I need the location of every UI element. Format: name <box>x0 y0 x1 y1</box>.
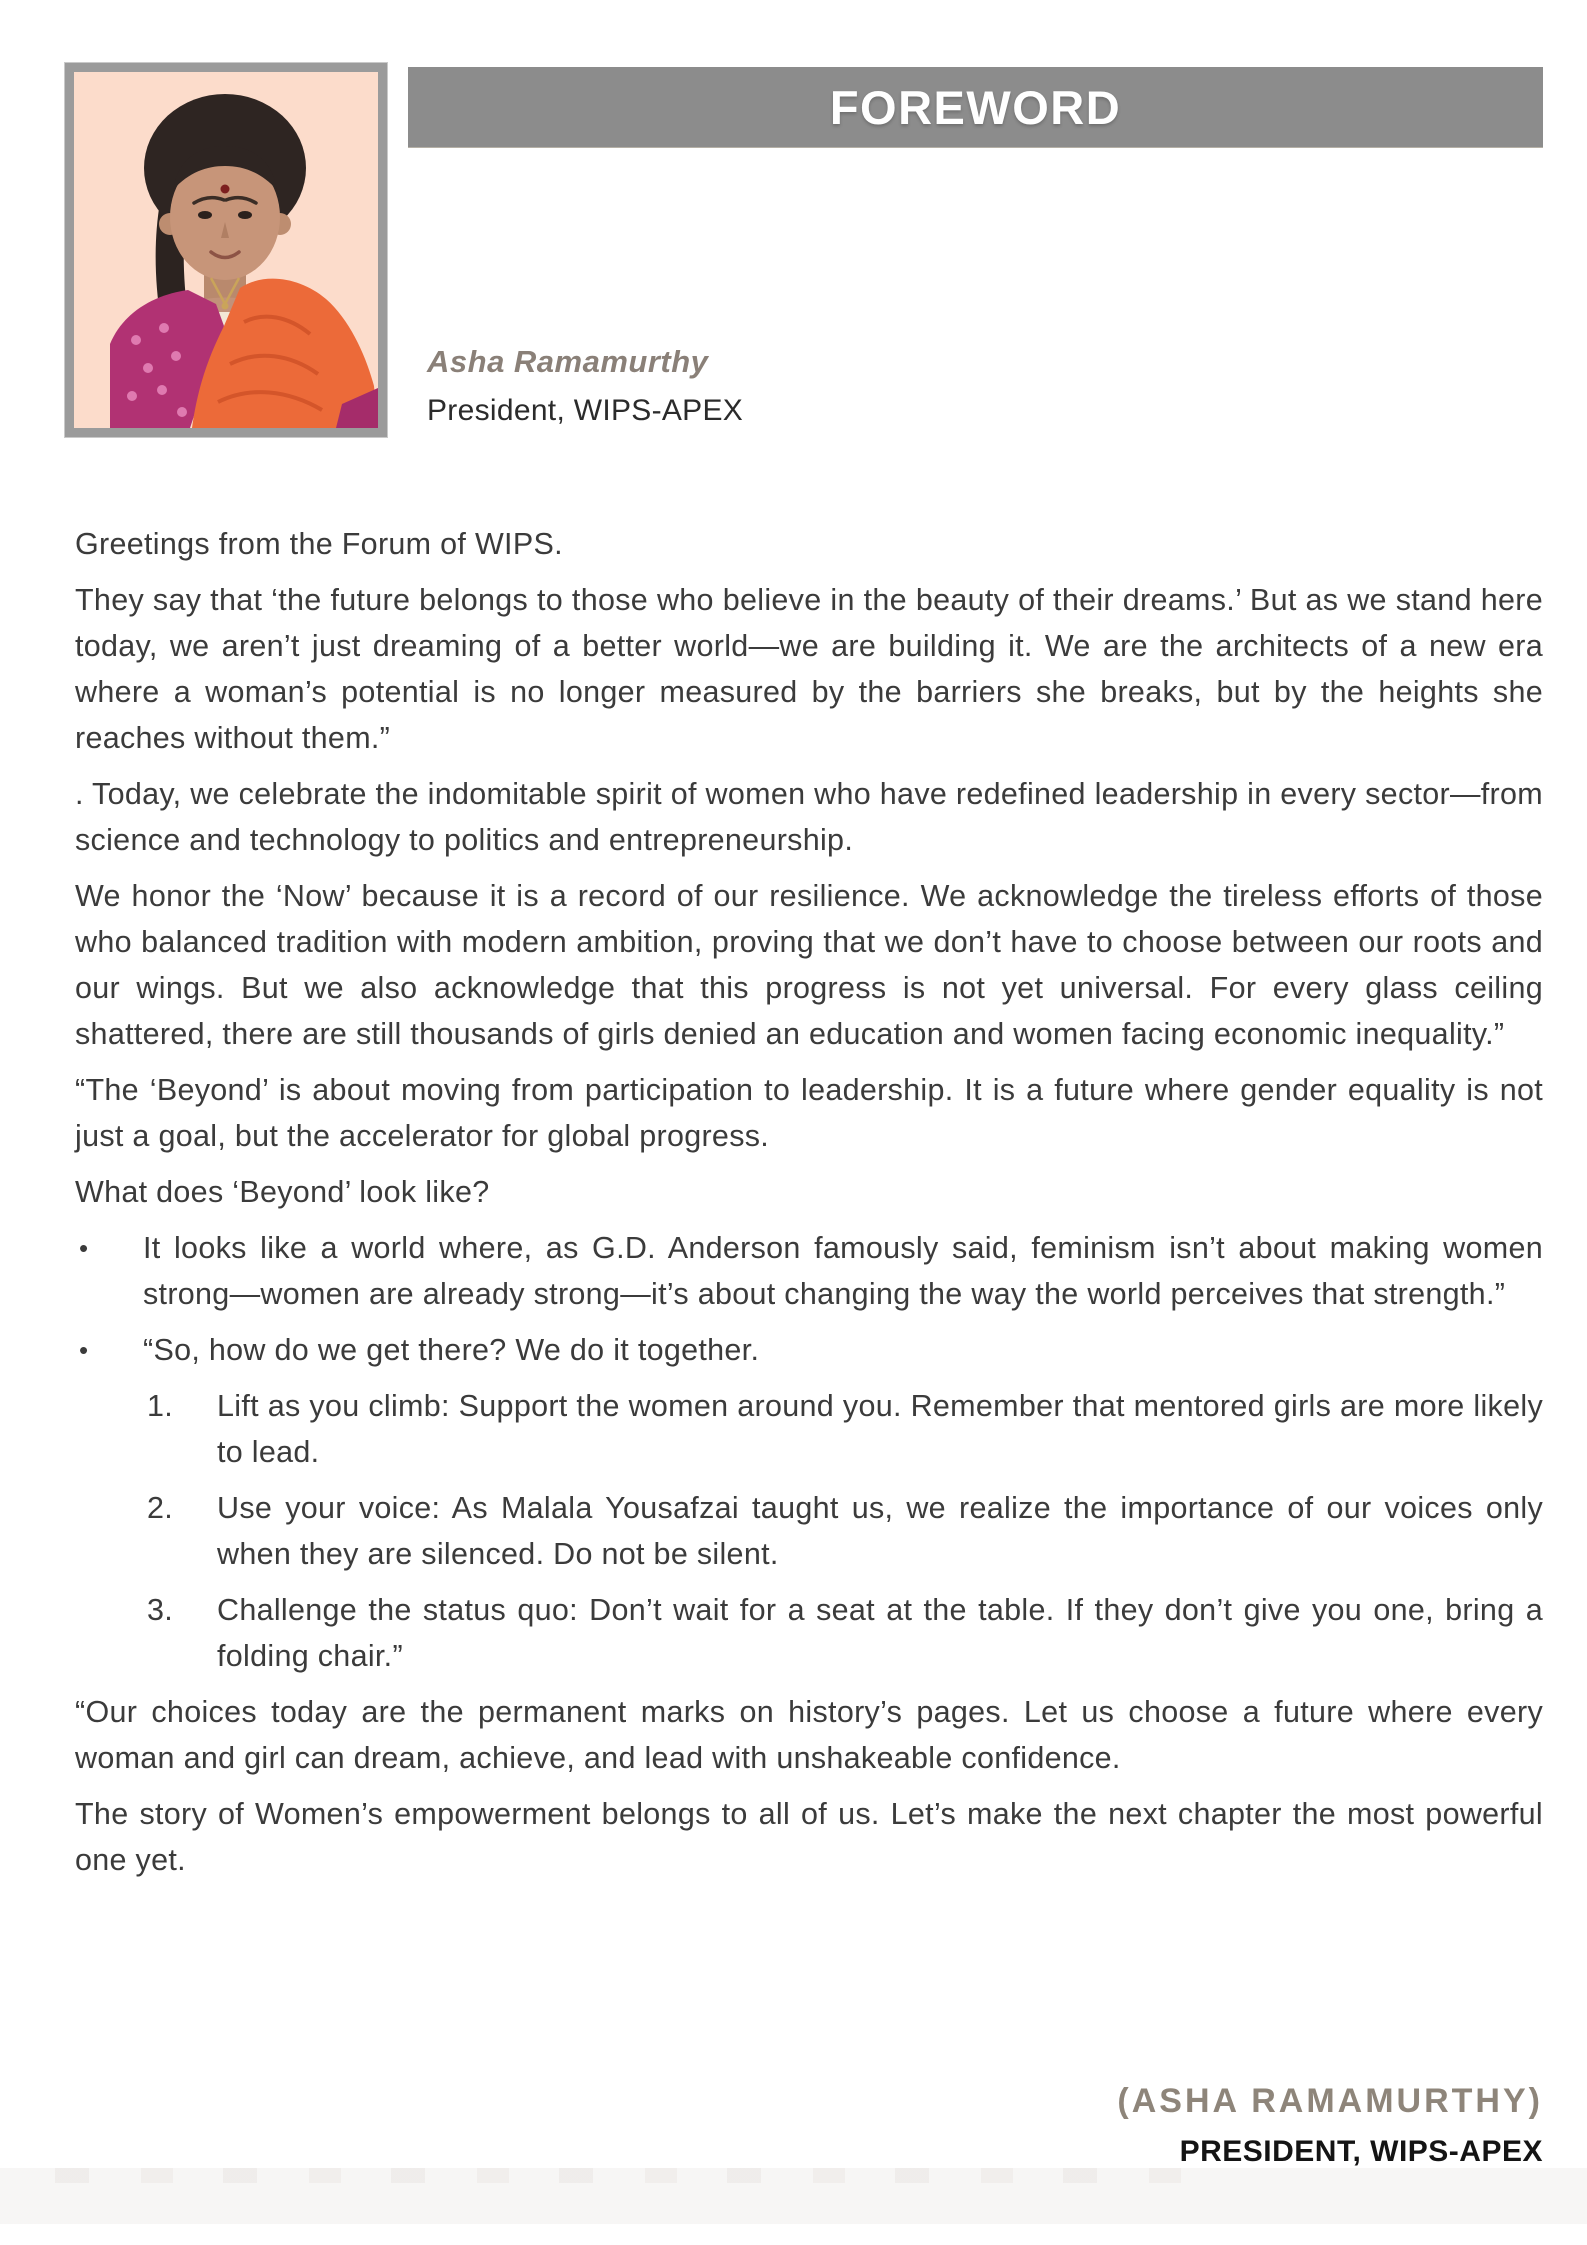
portrait-illustration <box>74 72 378 428</box>
paragraph-choices: “Our choices today are the permanent marks on history’s pages. Let us choose a future where every woman and girl can dream, achieve, and lead with unshakeable confidence. <box>75 1695 1543 1775</box>
bullet-dot: • <box>79 1233 89 1263</box>
numbered-item <box>75 1383 1543 1475</box>
footer-band <box>0 2168 1587 2224</box>
numbered-text: Lift as you climb: Support the women around you. Remember that mentored girls are more likely to lead. <box>217 1389 1543 1469</box>
author-title: President, WIPS-APEX <box>427 394 744 427</box>
bullet-item <box>75 1225 1543 1317</box>
author-photo <box>65 63 387 437</box>
signature-title: PRESIDENT, WIPS-APEX <box>1179 2135 1543 2168</box>
number-label: 1. <box>147 1389 174 1423</box>
bullet-item <box>75 1327 1543 1373</box>
numbered-text: Challenge the status quo: Don’t wait for a seat at the table. If they don’t give you one, bring a folding chair.” <box>217 1593 1543 1673</box>
numbered-item <box>75 1485 1543 1577</box>
paragraph-dreams: They say that ‘the future belongs to those who believe in the beauty of their dreams.’ But as we stand here today, we aren’t just dreaming of a better world—we are building it. We are the architects of a new era where a woman’s potential is no longer measured by the barriers she breaks, but by the heights she reaches without them.” <box>75 583 1543 755</box>
page-title: FOREWORD <box>829 80 1122 134</box>
foreword-banner <box>408 67 1543 147</box>
paragraph-question: What does ‘Beyond’ look like? <box>75 1175 490 1209</box>
foreword-body <box>75 521 1543 1893</box>
paragraph-greeting: Greetings from the Forum of WIPS. <box>75 527 563 561</box>
numbered-text: Use your voice: As Malala Yousafzai taught us, we realize the importance of our voices only when they are silenced. Do not be silent. <box>217 1491 1543 1571</box>
paragraph-beyond: “The ‘Beyond’ is about moving from participation to leadership. It is a future where gender equality is not just a goal, but the accelerator for global progress. <box>75 1073 1543 1153</box>
paragraph-honor-now: We honor the ‘Now’ because it is a record of our resilience. We acknowledge the tireless efforts of those who balanced tradition with modern ambition, proving that we don’t have to choose between our roots and our wings. But we also acknowledge that this progress is not yet universal. For every glass ceiling shattered, there are still thousands of girls denied an education and women facing economic inequality.” <box>75 879 1543 1051</box>
bullet-text: It looks like a world where, as G.D. Anderson famously said, feminism isn’t about making women strong—women are already strong—it’s about changing the way the world perceives that strength.” <box>143 1231 1543 1311</box>
number-label: 3. <box>147 1593 174 1627</box>
paragraph-today: . Today, we celebrate the indomitable spirit of women who have redefined leadership in every sector—from science and technology to politics and entrepreneurship. <box>75 777 1543 857</box>
author-block <box>427 344 743 428</box>
bullet-text: “So, how do we get there? We do it together. <box>143 1333 760 1367</box>
bullet-dot: • <box>79 1335 89 1365</box>
number-label: 2. <box>147 1491 174 1525</box>
signature-block <box>1117 2082 1543 2169</box>
numbered-item <box>75 1587 1543 1679</box>
author-name: Asha Ramamurthy <box>427 344 709 379</box>
signature-name: (ASHA RAMAMURTHY) <box>1117 2082 1543 2120</box>
paragraph-story: The story of Women’s empowerment belongs to all of us. Let’s make the next chapter the most powerful one yet. <box>75 1797 1543 1877</box>
